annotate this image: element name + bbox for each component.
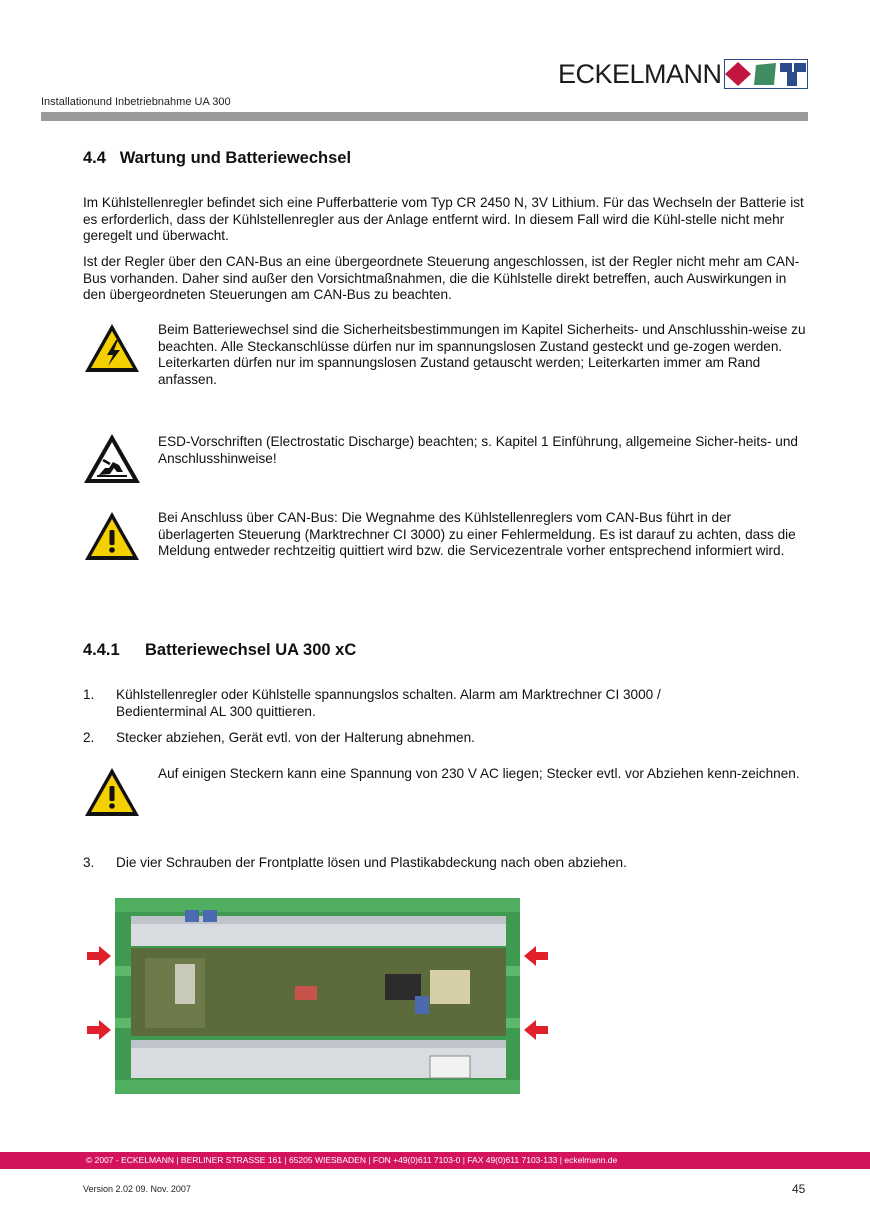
paragraph: Ist der Regler über den CAN-Bus an eine übergeordnete Steuerung angeschlossen, ist der Regler nicht mehr am CAN-Bus vorhanden. Daher sind außer den Vorsichtmaßnahmen, die die Kühlstelle direkt betreffen, auch Auswirkungen in den übergeordneten Steuerungen am CAN-Bus zu beachten.: [83, 254, 800, 302]
warning-text: Auf einigen Steckern kann eine Spannung von 230 V AC liegen; Stecker evtl. vor Abziehen kenn-zeichnen.: [158, 766, 800, 781]
electrical-hazard-icon: [83, 322, 141, 374]
step-number: 3.: [83, 855, 95, 870]
warning-text: Bei Anschluss über CAN-Bus: Die Wegnahme des Kühlstellenreglers vom CAN-Bus führt in der überlagerten Steuerung (Marktrechner CI 3000) zu einer Fehlermeldung. Es ist darauf zu achten, dass die Meldung entweder rechtzeitig quittiert wird bzw. die Servicezentrale vorher entsprechend informiert wird.: [158, 510, 796, 558]
paragraph: Im Kühlstellenregler befindet sich eine Pufferbatterie vom Typ CR 2450 N, 3V Lithium. Für das Wechseln der Batterie ist es erforderlich, dass der Kühlstellenregler aus der Anlage entfernt wird. In diesem Fall wird die Kühl-stelle nicht mehr geregelt und überwacht.: [83, 195, 804, 243]
brand-name: ECKELMANN: [558, 59, 722, 89]
step-text: Kühlstellenregler oder Kühlstelle spannungslos schalten. Alarm am Marktrechner CI 3000 / Bedienterminal AL 300 quittieren.: [116, 687, 661, 719]
step-number: 1.: [83, 687, 95, 702]
subsection-heading: [83, 641, 356, 660]
list-item: [83, 855, 783, 872]
footer-contact: © 2007 - ECKELMANN | BERLINER STRASSE 161 | 65205 WIESBADEN | FON +49(0)611 7103-0 | FAX 49(0)611 7103-133 | eckelmann.de: [86, 1155, 618, 1165]
list-item: [83, 730, 783, 747]
subsection-title: Batteriewechsel UA 300 xC: [145, 641, 357, 659]
caution-icon: [83, 766, 141, 818]
step-text: Stecker abziehen, Gerät evtl. von der Halterung abnehmen.: [116, 730, 475, 745]
page-number: 45: [792, 1182, 806, 1196]
company-logo: [558, 57, 808, 91]
section-number: 4.4: [83, 149, 106, 167]
section-title: Wartung und Batteriewechsel: [119, 149, 352, 167]
step-number: 2.: [83, 730, 95, 745]
subsection-number: 4.4.1: [83, 641, 120, 659]
warning-text: ESD-Vorschriften (Electrostatic Discharge) beachten; s. Kapitel 1 Einführung, allgemeine Sicher-heits- und Anschlusshinweise!: [158, 434, 798, 466]
list-item: [83, 687, 783, 721]
caution-icon: [83, 510, 141, 562]
controller-board-photo: [85, 896, 550, 1096]
esd-icon: [83, 432, 141, 484]
logo-mark-icon: [724, 59, 808, 89]
step-text: Die vier Schrauben der Frontplatte lösen und Plastikabdeckung nach oben abziehen.: [116, 855, 627, 870]
version-info: Version 2.02 09. Nov. 2007: [83, 1184, 191, 1194]
section-heading: [83, 149, 351, 168]
document-subtitle: Installationund Inbetriebnahme UA 300: [41, 96, 231, 108]
warning-text: Beim Batteriewechsel sind die Sicherheitsbestimmungen im Kapitel Sicherheits- und Anschlusshin-weise zu beachten. Alle Steckanschlüsse dürfen nur im spannungslosen Zustand gesteckt und ge-zogen werden. Leiterkarten dürfen nur im spannungslosen Zustand getauscht werden; Leiterkarten immer am Rand anfassen.: [158, 322, 806, 387]
header-divider: [41, 112, 808, 121]
